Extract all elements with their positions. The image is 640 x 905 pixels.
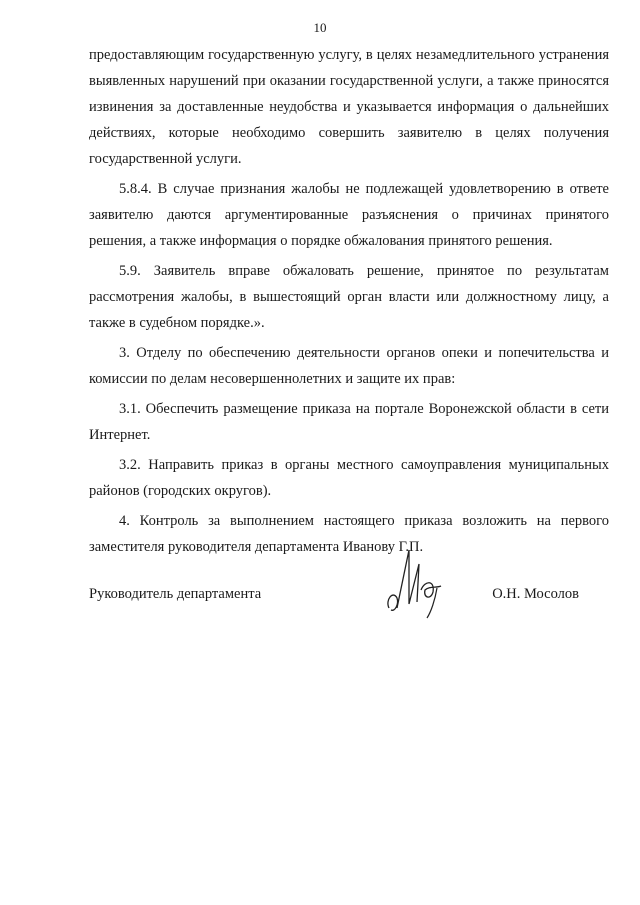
handwritten-signature	[375, 540, 455, 620]
signature-row	[89, 586, 609, 616]
paragraph-4: 4. Контроль за выполнением настоящего приказа возложить на первого заместителя руководителя департамента Иванову Г.П.	[89, 513, 609, 555]
document-body	[89, 42, 609, 564]
signatory-name: О.Н. Мосолов	[492, 586, 579, 602]
paragraph-5-9: 5.9. Заявитель вправе обжаловать решение, принятое по результатам рассмотрения жалобы, в вышестоящий орган власти или должностному лицу, а также в судебном порядке.».	[89, 263, 609, 331]
signatory-title: Руководитель департамента	[89, 586, 262, 602]
paragraph-5-8-4: 5.8.4. В случае признания жалобы не подлежащей удовлетворению в ответе заявителю даются аргументированные разъяснения о причинах принятого решения, а также информация о порядке обжалования принятого решения.	[89, 181, 609, 249]
paragraph-3-1: 3.1. Обеспечить размещение приказа на портале Воронежской области в сети Интернет.	[89, 401, 609, 443]
page-number: 10	[313, 20, 327, 35]
paragraph-3: 3. Отделу по обеспечению деятельности органов опеки и попечительства и комиссии по делам несовершеннолетних и защите их прав:	[89, 345, 609, 387]
paragraph-continuation: предоставляющим государственную услугу, в целях незамедлительного устранения выявленных нарушений при оказании государственной услуги, а также приносятся извинения за доставленные неудобства и указывается информация о дальнейших действиях, которые необходимо совершить заявителю в целях получения государственной услуги.	[89, 47, 609, 167]
paragraph-3-2: 3.2. Направить приказ в органы местного самоуправления муниципальных районов (городских округов).	[89, 457, 609, 499]
